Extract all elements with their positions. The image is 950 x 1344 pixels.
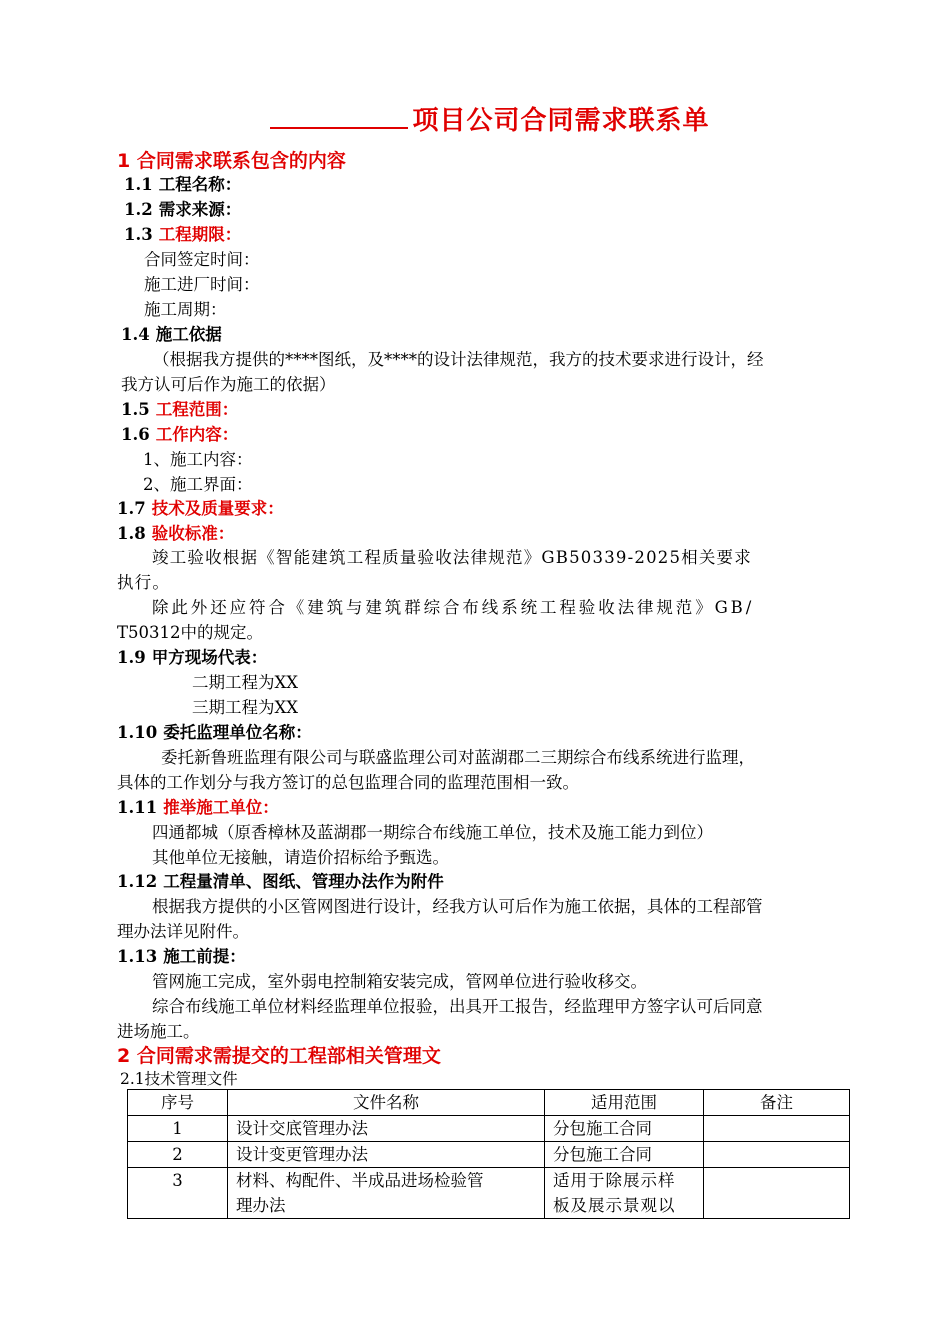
item-label: 工程期限： [158,225,242,244]
item-label: 委托监理单位名称： [163,723,312,742]
cell-scope-line: 板及展示景观以 [553,1196,676,1215]
paragraph-line: 具体的工作划分与我方签订的总包监理合同的监理范围相一致。 [117,773,579,792]
item-label: 工程量清单、图纸、管理办法作为附件 [163,872,444,891]
item-number: 1.10 [117,723,158,742]
item-number: 1.5 [121,400,150,419]
header-cell: 适用范围 [545,1090,704,1116]
title-text: 项目公司合同需求联系单 [412,106,710,136]
section-2-heading: 2 合同需求需提交的工程部相关管理文 [117,1045,441,1067]
item-1-5 [121,396,238,420]
item-1-2 [124,196,241,220]
item-number: 1.1 [124,175,153,194]
paragraph-line: 进场施工。 [117,1022,200,1041]
item-1-12 [117,868,444,892]
cell-name-line: 理办法 [236,1196,286,1215]
table-row [128,1142,850,1168]
item-number: 1.9 [117,648,146,667]
item-1-13 [117,943,246,967]
cell-no: 2 [128,1142,228,1168]
cell-name: 设计变更管理办法 [228,1142,545,1168]
title-blank-underline [270,105,408,129]
rep-line: 三期工程为XX [192,698,298,717]
period-line: 施工周期： [144,300,227,319]
item-1-6 [121,421,238,445]
item-label: 技术及质量要求： [151,499,284,518]
item-1-11 [117,794,279,818]
item-number: 1.8 [117,524,146,543]
item-number: 1.2 [124,200,153,219]
paragraph-line: 我方认可后作为施工的依据） [121,375,336,394]
rep-line: 二期工程为XX [192,673,298,692]
item-number: 1.3 [124,225,153,244]
period-line: 合同签定时间： [144,250,260,269]
cell-name [228,1168,545,1219]
item-1-4 [121,321,222,345]
cell-no: 1 [128,1116,228,1142]
paragraph-line: （根据我方提供的****图纸，及****的设计法律规范，我方的技术要求进行设计，经 [153,350,764,369]
item-number: 1.7 [117,499,146,518]
header-cell: 序号 [128,1090,228,1116]
cell-name: 设计交底管理办法 [228,1116,545,1142]
paragraph-line: 理办法详见附件。 [117,922,249,941]
item-label: 需求来源： [158,200,242,219]
document-title [0,100,950,137]
subsection-2-1: 2.1技术管理文件 [120,1070,238,1088]
item-label: 施工前提： [163,947,246,966]
item-number: 1.12 [117,872,158,891]
paragraph-line: 其他单位无接触，请造价招标给予甄选。 [152,848,449,867]
paragraph-line: T50312中的规定。 [117,623,263,642]
cell-scope: 分包施工合同 [545,1116,704,1142]
item-label: 甲方现场代表： [151,648,268,667]
paragraph-line: 竣工验收根据《智能建筑工程质量验收法律规范》GB50339-2025相关要求 [152,548,752,567]
table-row [128,1116,850,1142]
table-header-row [128,1090,850,1116]
item-number: 1.11 [117,798,158,817]
documents-table [127,1089,850,1219]
item-number: 1.6 [121,425,150,444]
cell-scope: 分包施工合同 [545,1142,704,1168]
cell-note [704,1142,850,1168]
cell-note [704,1116,850,1142]
item-1-9 [117,644,267,668]
paragraph-line: 综合布线施工单位材料经监理单位报验，出具开工报告，经监理甲方签字认可后同意 [152,997,763,1016]
header-cell: 文件名称 [228,1090,545,1116]
item-1-8 [117,520,234,544]
item-label: 施工依据 [155,325,222,344]
item-label: 工作内容： [155,425,239,444]
item-1-3 [124,221,241,245]
cell-no: 3 [128,1168,228,1219]
item-label: 工程范围： [155,400,239,419]
paragraph-line: 执行。 [117,573,171,592]
item-1-10 [117,719,312,743]
paragraph-line: 根据我方提供的小区管网图进行设计，经我方认可后作为施工依据，具体的工程部管 [152,897,763,916]
cell-note [704,1168,850,1219]
item-label: 验收标准： [151,524,235,543]
cell-scope [545,1168,704,1219]
period-line: 施工进厂时间： [144,275,260,294]
item-number: 1.13 [117,947,158,966]
table-row [128,1168,850,1219]
item-label: 推举施工单位： [163,798,279,817]
cell-name-line: 材料、构配件、半成品进场检验管 [236,1171,484,1190]
item-1-1 [124,171,241,195]
cell-scope-line: 适用于除展示样 [553,1171,676,1190]
item-number: 1.4 [121,325,150,344]
paragraph-line: 委托新鲁班监理有限公司与联盛监理公司对蓝湖郡二三期综合布线系统进行监理， [161,748,755,767]
item-1-7 [117,495,284,519]
sub-item: 2、施工界面： [143,475,253,494]
paragraph-line: 除此外还应符合《建筑与建筑群综合布线系统工程验收法律规范》GB/ [152,598,755,617]
paragraph-line: 管网施工完成，室外弱电控制箱安装完成，管网单位进行验收移交。 [152,972,647,991]
item-label: 工程名称： [158,175,242,194]
header-cell: 备注 [704,1090,850,1116]
sub-item: 1、施工内容： [143,450,253,469]
paragraph-line: 四通都城（原香樟林及蓝湖郡一期综合布线施工单位，技术及施工能力到位） [152,823,713,842]
section-1-heading: 1 合同需求联系包含的内容 [117,150,346,172]
